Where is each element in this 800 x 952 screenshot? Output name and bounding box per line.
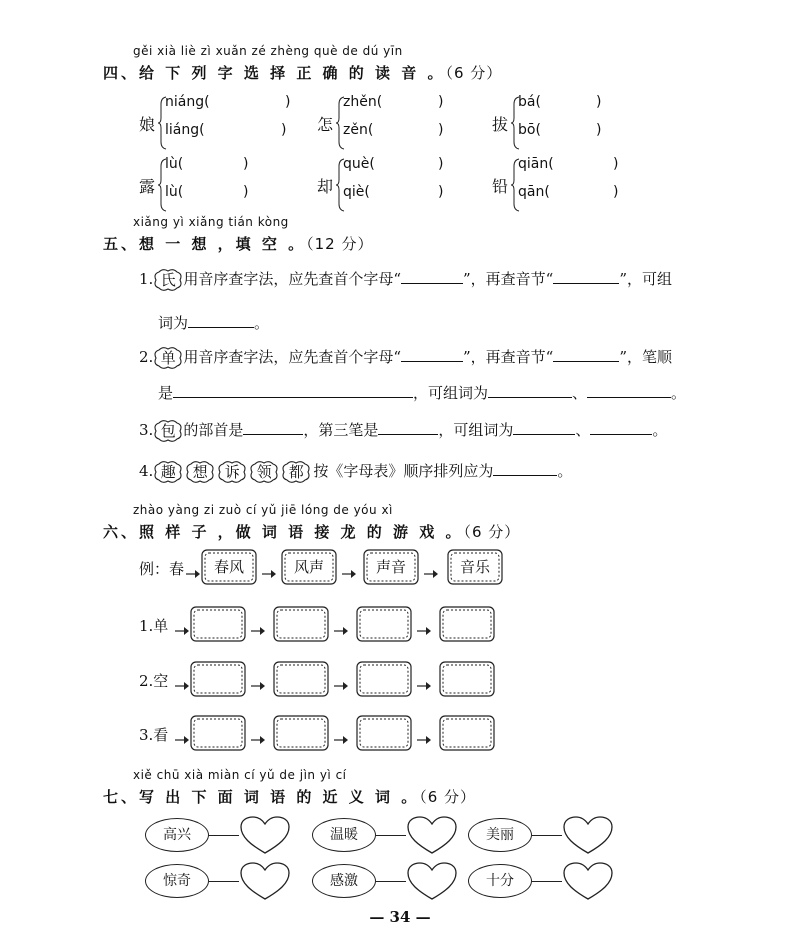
paren-close: ) (613, 184, 619, 200)
question-5-3: 3. 包 的部首是 ，第三笔是 ，可组词为 、 。 (139, 419, 667, 443)
answer-box[interactable] (438, 660, 496, 698)
arrow-icon (251, 729, 265, 737)
arrow-icon (417, 729, 431, 737)
arrow-icon (262, 563, 276, 571)
reading-option[interactable]: qiān( (518, 156, 554, 172)
heart-answer-icon[interactable] (239, 861, 291, 901)
section4-pinyin: gěi xià liè zì xuǎn zé zhèng què de dú yīn (133, 44, 403, 58)
paren-close: ) (438, 156, 444, 172)
blank[interactable] (378, 420, 438, 435)
section6-title: 六、照 样 子 ，做 词 语 接 龙 的 游 戏 。（6 分） (103, 523, 521, 541)
reading-choice-group (317, 92, 457, 154)
reading-choice-group (492, 92, 632, 154)
paren-close: ) (438, 184, 444, 200)
reading-option[interactable]: qān( (518, 184, 550, 200)
word-oval: 十分 (468, 864, 532, 898)
answer-box[interactable] (272, 714, 330, 752)
arrow-icon (251, 675, 265, 683)
question-5-2-cont: 是 ，可组词为 、 。 (158, 384, 687, 402)
arrow-icon (424, 563, 438, 571)
blank[interactable] (401, 347, 463, 362)
answer-box[interactable] (189, 660, 247, 698)
paren-close: ) (438, 122, 444, 138)
section7-pinyin: xiě chū xià miàn cí yǔ de jìn yì cí (133, 768, 347, 782)
blank[interactable] (243, 420, 303, 435)
blank[interactable] (173, 383, 413, 398)
section7-title: 七、写 出 下 面 词 语 的 近 义 词 。（6 分） (103, 788, 477, 806)
question-5-2: 2. 单 用音序查字法，应先查首个字母“ ”，再查音节“ ”，笔顺 (139, 346, 672, 370)
answer-box[interactable] (355, 605, 413, 643)
arrow-icon (175, 729, 189, 737)
section5-title: 五、想 一 想 ，填 空 。（12 分） (103, 235, 374, 253)
row-label: 1.单 (139, 617, 169, 635)
paren-close: ) (243, 184, 249, 200)
row-label: 3.看 (139, 726, 169, 744)
connector-line (209, 835, 239, 836)
answer-box[interactable] (438, 605, 496, 643)
page-number: — 34 — (369, 908, 431, 926)
target-char: 怎 (317, 115, 334, 134)
connector-line (209, 881, 239, 882)
word-oval: 高兴 (145, 818, 209, 852)
paren-close: ) (243, 156, 249, 172)
reading-option[interactable]: bá( (518, 94, 541, 110)
reading-option[interactable]: zhěn( (343, 94, 383, 110)
reading-option[interactable]: zěn( (343, 122, 374, 138)
blank[interactable] (488, 383, 572, 398)
reading-choice-group (139, 92, 291, 154)
reading-choice-group (492, 154, 632, 216)
heart-answer-icon[interactable] (562, 861, 614, 901)
example-label: 例：春 (139, 560, 185, 578)
blank[interactable] (401, 269, 463, 284)
paren-close: ) (596, 94, 602, 110)
arrow-icon (334, 675, 348, 683)
answer-box[interactable] (272, 660, 330, 698)
reading-option[interactable]: qiè( (343, 184, 370, 200)
question-5-1-cont: 词为 。 (158, 314, 270, 332)
paren-close: ) (613, 156, 619, 172)
connector-line (532, 835, 562, 836)
word-box: 音乐 (446, 548, 504, 586)
connector-line (376, 881, 406, 882)
reading-option[interactable]: bō( (518, 122, 541, 138)
blank[interactable] (590, 420, 652, 435)
heart-answer-icon[interactable] (562, 815, 614, 855)
arrow-icon (417, 620, 431, 628)
heart-answer-icon[interactable] (406, 815, 458, 855)
arrow-icon (334, 620, 348, 628)
reading-option[interactable]: què( (343, 156, 375, 172)
paren-close: ) (596, 122, 602, 138)
heart-answer-icon[interactable] (239, 815, 291, 855)
blank[interactable] (553, 347, 619, 362)
target-char: 铅 (492, 177, 509, 196)
word-box: 春风 (200, 548, 258, 586)
answer-box[interactable] (355, 714, 413, 752)
reading-option[interactable]: liáng( (165, 122, 205, 138)
flower-char-box: 都 (281, 460, 311, 484)
section5-pinyin: xiǎng yì xiǎng tián kòng (133, 215, 289, 229)
answer-box[interactable] (438, 714, 496, 752)
arrow-icon (175, 675, 189, 683)
connector-line (376, 835, 406, 836)
arrow-icon (334, 729, 348, 737)
question-5-4: 4. 趣 想 诉 领 都 按《字母表》顺序排列应为 。 (139, 460, 572, 484)
flower-char-box: 诉 (217, 460, 247, 484)
flower-char-box: 趣 (153, 460, 183, 484)
arrow-icon (251, 620, 265, 628)
heart-answer-icon[interactable] (406, 861, 458, 901)
word-oval: 美丽 (468, 818, 532, 852)
word-oval: 感激 (312, 864, 376, 898)
arrow-icon (342, 563, 356, 571)
target-char: 却 (317, 177, 334, 196)
flower-char-box: 想 (185, 460, 215, 484)
section4-title: 四、给 下 列 字 选 择 正 确 的 读 音 。（6 分） (103, 64, 503, 82)
blank[interactable] (553, 269, 619, 284)
target-char: 娘 (139, 115, 156, 134)
answer-box[interactable] (189, 714, 247, 752)
flower-char-box: 单 (153, 346, 183, 370)
target-char: 拔 (492, 115, 509, 134)
flower-char-box: 领 (249, 460, 279, 484)
word-box: 风声 (280, 548, 338, 586)
blank[interactable] (513, 420, 575, 435)
word-oval: 温暖 (312, 818, 376, 852)
reading-option[interactable]: niáng( (165, 94, 210, 110)
blank[interactable] (587, 383, 671, 398)
paren-close: ) (281, 122, 287, 138)
reading-option[interactable]: lù( (165, 156, 184, 172)
reading-choice-group (317, 154, 457, 216)
flower-char-box: 氏 (153, 268, 183, 292)
answer-box[interactable] (189, 605, 247, 643)
arrow-icon (175, 620, 189, 628)
paren-close: ) (438, 94, 444, 110)
word-box: 声音 (362, 548, 420, 586)
section6-pinyin: zhào yàng zi zuò cí yǔ jiē lóng de yóu xì (133, 503, 393, 517)
question-5-1: 1. 氏 用音序查字法，应先查首个字母“ ”，再查音节“ ”，可组 (139, 268, 672, 292)
row-label: 2.空 (139, 672, 169, 690)
target-char: 露 (139, 177, 156, 196)
answer-box[interactable] (355, 660, 413, 698)
arrow-icon (417, 675, 431, 683)
paren-close: ) (285, 94, 291, 110)
connector-line (532, 881, 562, 882)
reading-option[interactable]: lù( (165, 184, 184, 200)
reading-choice-group (139, 154, 279, 216)
blank[interactable] (493, 461, 557, 476)
word-oval: 惊奇 (145, 864, 209, 898)
flower-char-box: 包 (153, 419, 183, 443)
blank[interactable] (188, 313, 254, 328)
answer-box[interactable] (272, 605, 330, 643)
arrow-icon (186, 563, 200, 571)
